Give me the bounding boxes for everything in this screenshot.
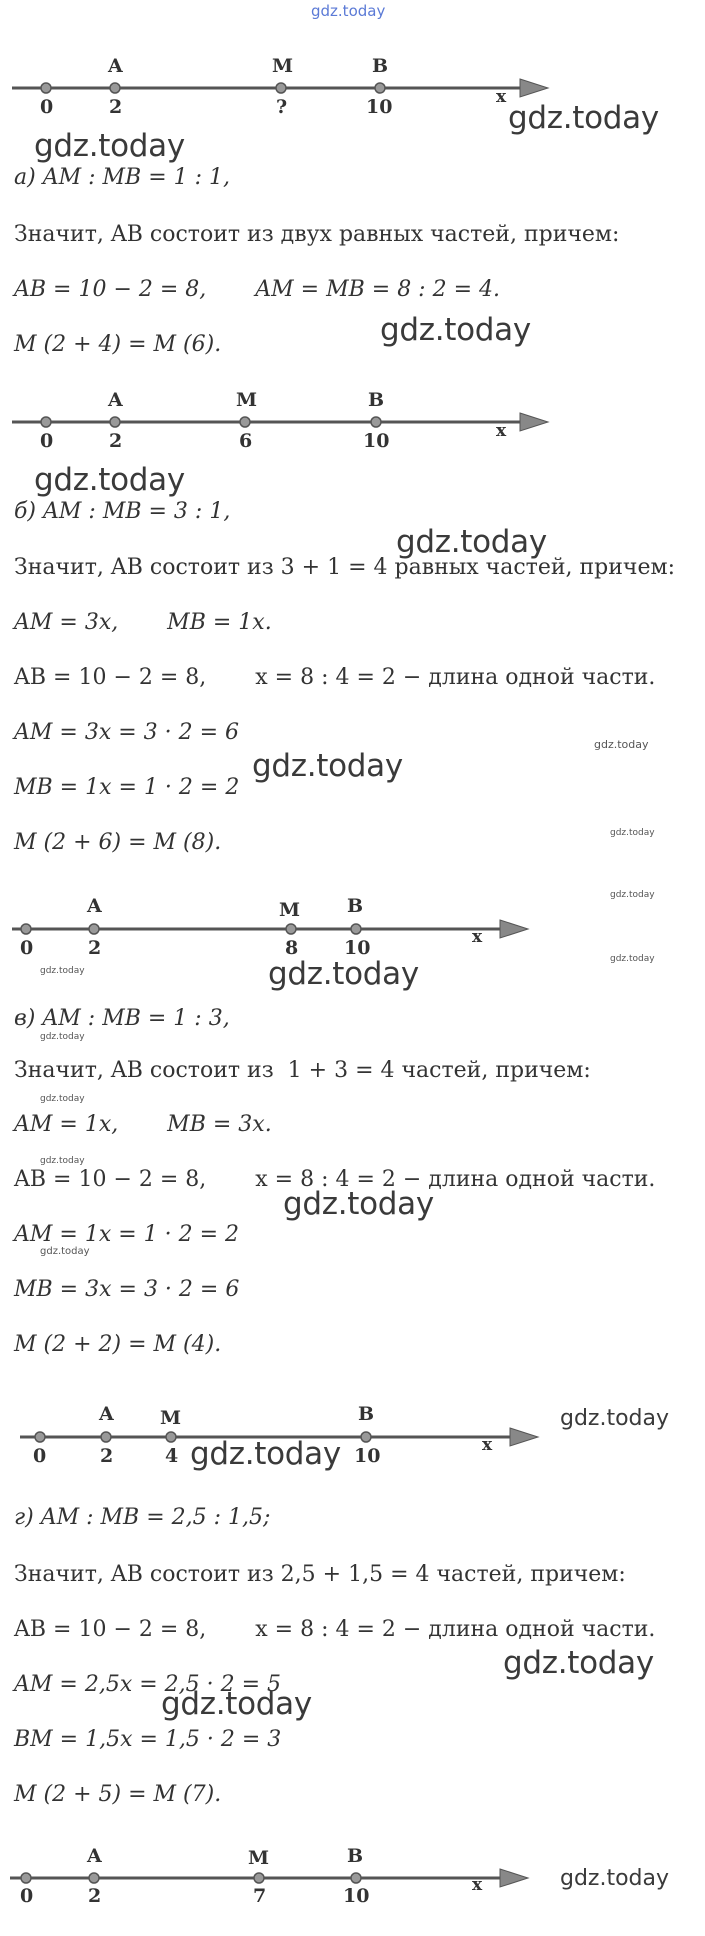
text-line: AB = 10 − 2 = 8, AM = MB = 8 : 2 = 4. [14,277,500,302]
watermark: gdz.today [503,1645,654,1681]
text-line: AM = 1x = 1 · 2 = 2 [14,1222,240,1247]
axis-x-label: x [496,421,507,441]
text-line: Значит, AB состоит из 3 + 1 = 4 равных частей, причем: [14,555,675,580]
watermark: gdz.today [380,312,531,348]
point-m-label: M [279,899,301,921]
text-line: в) AM : MB = 1 : 3, [14,1006,230,1031]
number-line-2 [0,380,705,470]
text-line: AM = 3x = 3 · 2 = 6 [14,720,240,745]
watermark: gdz.today [34,128,185,164]
axis-x-label: x [472,1875,483,1895]
text-line: AM = 3x, MB = 1x. [14,610,272,635]
point-m-label: M [248,1847,270,1869]
point-a-label: A [87,1845,102,1867]
point-b-label: B [372,55,389,77]
tick-label: 0 [33,1445,47,1467]
text-line: AB = 10 − 2 = 8, x = 8 : 4 = 2 − длина одной части. [14,1617,656,1642]
text-line: AM = 1x, MB = 3x. [14,1112,272,1137]
text-line: MB = 1x = 1 · 2 = 2 [14,775,240,800]
text-line: а) AM : MB = 1 : 1, [14,165,231,190]
point-a-label: A [108,55,123,77]
text-line: M (2 + 2) = M (4). [14,1332,222,1357]
tick-label: 0 [40,96,54,118]
tick-label: 10 [366,96,393,118]
text-line: Значит, AB состоит из 1 + 3 = 4 частей, причем: [14,1058,591,1083]
point-a-label: A [108,389,123,411]
tick-label: 2 [88,937,102,959]
watermark: gdz.today [190,1436,341,1472]
point-b-label: B [368,389,385,411]
tick-label: 10 [344,937,371,959]
watermark: gdz.today [508,100,659,136]
watermark: gdz.today [560,1406,670,1431]
tick-label: 10 [354,1445,381,1467]
watermark: gdz.today [252,748,403,784]
text-line: M (2 + 6) = M (8). [14,830,222,855]
watermark-small: gdz.today [40,1094,85,1104]
axis-x-label: x [482,1435,493,1455]
point-b-label: B [347,895,364,917]
tick-label: 2 [109,430,123,452]
tick-label: 7 [253,1885,267,1907]
watermark-small: gdz.today [40,1032,85,1042]
text-line: MB = 3x = 3 · 2 = 6 [14,1277,240,1302]
watermark-small: gdz.today [610,828,655,838]
axis-x-label: x [496,87,507,107]
text-line: б) AM : MB = 3 : 1, [14,499,231,524]
watermark-small: gdz.today [40,1246,90,1257]
watermark-top: gdz.today [311,2,386,20]
watermark-small: gdz.today [610,954,655,964]
watermark-small: gdz.today [40,966,85,976]
tick-label: 4 [165,1445,179,1467]
tick-label: 2 [100,1445,114,1467]
text-line: M (2 + 5) = M (7). [14,1782,222,1807]
point-a-label: A [99,1403,114,1425]
text-line: AB = 10 − 2 = 8, x = 8 : 4 = 2 − длина одной части. [14,665,656,690]
watermark-small: gdz.today [610,890,655,900]
text-line: M (2 + 4) = M (6). [14,332,222,357]
tick-label: 8 [285,937,299,959]
tick-label: 6 [239,430,253,452]
tick-label: 0 [20,937,34,959]
text-line: BM = 1,5x = 1,5 · 2 = 3 [14,1727,282,1752]
watermark: gdz.today [161,1686,312,1722]
point-m-label: M [236,389,258,411]
text-line: Значит, AB состоит из 2,5 + 1,5 = 4 частей, причем: [14,1562,626,1587]
tick-label: 2 [109,96,123,118]
text-line: Значит, AB состоит из двух равных частей, причем: [14,222,620,247]
tick-label: 0 [40,430,54,452]
watermark-small: gdz.today [594,738,649,751]
point-a-label: A [87,895,102,917]
text-line: AB = 10 − 2 = 8, x = 8 : 4 = 2 − длина одной части. [14,1167,656,1192]
watermark: gdz.today [396,524,547,560]
tick-label: 0 [20,1885,34,1907]
watermark: gdz.today [268,956,419,992]
point-b-label: B [358,1403,375,1425]
watermark: gdz.today [560,1866,670,1891]
axis-x-label: x [472,927,483,947]
text-line: г) AM : MB = 2,5 : 1,5; [14,1505,271,1530]
watermark: gdz.today [34,462,185,498]
text-line: AM = 2,5x = 2,5 · 2 = 5 [14,1672,282,1697]
point-b-label: B [347,1845,364,1867]
tick-label: ? [276,96,288,118]
tick-label: 10 [363,430,390,452]
watermark-small: gdz.today [40,1156,85,1166]
point-m-label: M [272,55,294,77]
point-m-label: M [160,1407,182,1429]
watermark: gdz.today [283,1186,434,1222]
tick-label: 10 [343,1885,370,1907]
tick-label: 2 [88,1885,102,1907]
